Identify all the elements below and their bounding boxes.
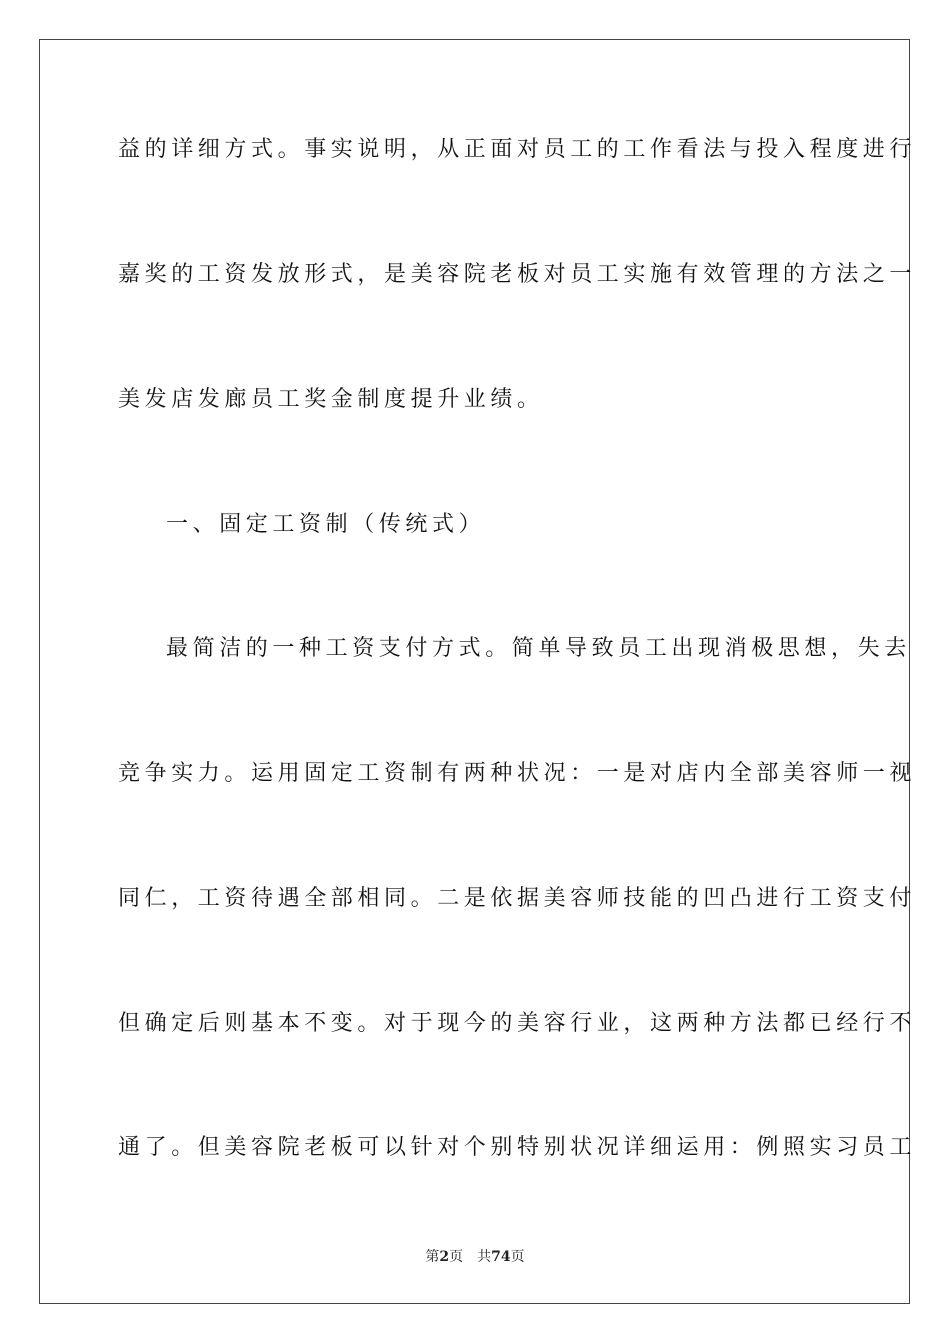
body-text-line: 嘉奖的工资发放形式，是美容院老板对员工实施有效管理的方法之一 — [118, 262, 917, 287]
page-footer — [0, 1248, 950, 1266]
body-text-line: 美发店发廊员工奖金制度提升业绩。 — [118, 387, 544, 412]
body-text-line: 但确定后则基本不变。对于现今的美容行业，这两种方法都已经行不 — [118, 1011, 917, 1036]
total-pages: 74 — [491, 1249, 511, 1265]
page-number: 2 — [439, 1249, 450, 1265]
page-border — [39, 39, 910, 1304]
section-heading: 一、固定工资制（传统式） — [166, 512, 486, 537]
body-text-line: 最简洁的一种工资支付方式。简单导致员工出现消极思想，失去 — [166, 636, 911, 661]
total-suffix: 页 — [510, 1249, 525, 1265]
body-text-line: 竞争实力。运用固定工资制有两种状况：一是对店内全部美容师一视 — [118, 761, 917, 786]
body-text-line: 通了。但美容院老板可以针对个别特别状况详细运用：例照实习员工 — [118, 1135, 917, 1160]
total-prefix: 共 — [477, 1249, 492, 1265]
page-suffix: 页 — [449, 1249, 464, 1265]
body-text-line: 益的详细方式。事实说明，从正面对员工的工作看法与投入程度进行 — [118, 137, 917, 162]
body-text-line: 同仁，工资待遇全部相同。二是依据美容师技能的凹凸进行工资支付 — [118, 886, 917, 911]
page-prefix: 第 — [425, 1249, 440, 1265]
